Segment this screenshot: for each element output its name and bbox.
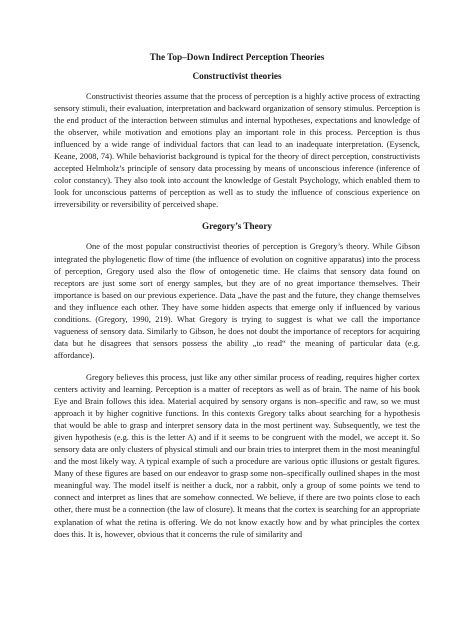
paragraph-constructivist-1: Constructivist theories assume that the process of perception is a highly active process of extracting sensory stimuli, their evaluation, interpretation and backward organization of sensory stimulus. Perception is the end product of the interaction between stimulus and internal hypotheses, expectations and knowledge of the observer, while motivation and emotions play an important role in this process. Perception is thus influenced by a wide range of individual factors that can lead to an inadequate interpretation. (Eysenck, Keane, 2008, 74). While behaviorist background is typical for the theory of direct perception, constructivists accepted Helmholz’s principle of sensory data processing by means of unconscious inference (inference of color constancy). They also took into account the knowledge of Gestalt Psychology, which enabled them to look for unconscious patterns of perception as well as to study the influence of conscious experience on irreversibility or reversibility of perceived shape. <box>54 92 420 210</box>
document-title: The Top–Down Indirect Perception Theories <box>149 52 325 62</box>
paragraph-gregory-1: One of the most popular constructivist theories of perception is Gregory’s theory. While Gibson integrated the phylogenetic flow of time (the influence of evolution on cognitive apparatus) into the process of perception, Gregory used also the flow of ontogenetic time. He claims that sensory data found on receptors are just some sort of energy samples, but they are of no great importance themselves. Their importance is based on our previous experience. Data „have the past and the future, they change themselves and they influence each other. They have some hidden aspects that emerge only if influenced by various conditions. (Gregory, 1990, 219). What Gregory is trying to suggest is what we call the importance vagueness of sensory data. Similarly to Gibson, he does not doubt the importance of receptors for acquiring data but he disagrees that sensors possess the ability „to read“ the meaning of particular data (e.g. affordance). <box>54 242 420 360</box>
paragraph-gregory-2: Gregory believes this process, just like any other similar process of reading, requires higher cortex centers activity and learning. Perception is a matter of receptors as well as of brain. The name of his book Eye and Brain follows this idea. Material acquired by sensory organs is non–specific and raw, so we must approach it by higher cognitive functions. In this contexts Gregory talks about searching for a hypothesis that would be able to grasp and interpret sensory data in the most pertinent way. Subsequently, we test the given hypothesis (e.g. this is the letter A) and if it seems to be congruent with the model, we accept it. So sensory data are only clusters of physical stimuli and our brain tries to interpret them in the most meaningful and the most likely way. A typical example of such a procedure are various optic illusions or gestalt figures. Many of these figures are based on our endeavor to grasp some non–specifically outlined shapes in the most meaningful way. The model itself is neither a duck, nor a rabbit, only a group of some points we tend to connect and interpret as lines that are somehow connected. We believe, if there are two points close to each other, there must be a connection (the law of closure). It means that the cortex is searching for an appropriate explanation of what the retina is offering. We do not know exactly how and by what principles the cortex does this. It is, however, obvious that it concerns the rule of similarity and <box>54 372 420 539</box>
section-heading-gregory: Gregory’s Theory <box>202 221 272 232</box>
section-heading-constructivist: Constructivist theories <box>192 71 282 81</box>
